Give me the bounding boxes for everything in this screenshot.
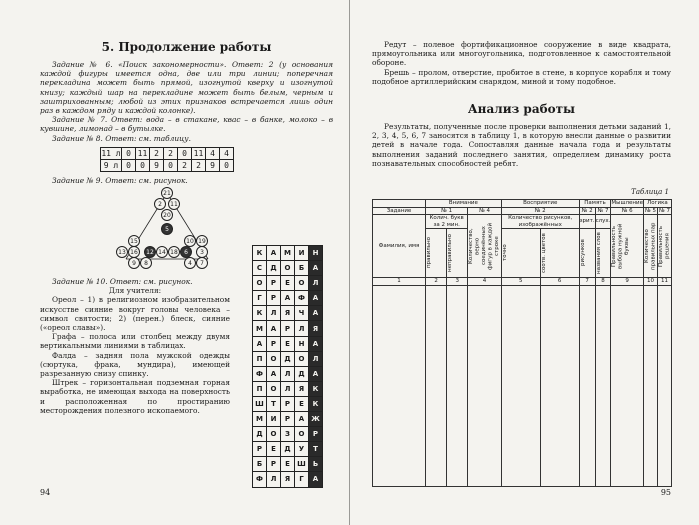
table-row <box>101 159 234 171</box>
table-cell: 11 <box>136 147 150 159</box>
vertical-header: названия слов <box>595 232 602 274</box>
word-grid-row <box>253 336 323 351</box>
table-row <box>373 285 672 486</box>
table-cell <box>426 229 447 278</box>
definition: Штрек – горизонтальная подземная горная выработка, не имеющая выхода на поверхность и расположенная по простиранию месторождения полезного ископаемого. <box>40 378 230 415</box>
empty-cell <box>373 285 426 486</box>
word-grid-cell: Б <box>253 457 267 472</box>
index-cell: 7 <box>579 278 595 286</box>
empty-cell <box>579 285 595 486</box>
word-grid-cell: Д <box>281 351 295 366</box>
word-grid-cell: А <box>295 412 309 427</box>
index-cell: 8 <box>595 278 611 286</box>
vertical-header: Правильность решения <box>657 225 671 267</box>
table-cell: 0 <box>122 159 136 171</box>
vertical-header: точно <box>501 244 508 262</box>
word-grid-row <box>253 276 323 291</box>
word-grid-cell: О <box>267 427 281 442</box>
vertical-header: рисунков <box>579 239 586 267</box>
vertical-header: Правильность выбора нужной буквы <box>611 223 631 269</box>
index-cell: 11 <box>657 278 671 286</box>
word-grid-cell: Я <box>281 472 295 487</box>
table-row <box>373 278 672 286</box>
table-cell <box>611 215 644 278</box>
word-grid-cell: К <box>309 396 323 411</box>
table-cell: 9 <box>150 159 164 171</box>
table-cell: 4 <box>220 147 234 159</box>
circle-number: 8 <box>140 257 152 269</box>
table-cell: Количество рисунков, изображённых <box>501 215 579 229</box>
table-cell <box>579 229 595 278</box>
word-grid-cell: Д <box>267 261 281 276</box>
table-cell <box>373 200 426 208</box>
table-cell <box>468 215 502 278</box>
table-caption: Таблица 1 <box>631 188 669 197</box>
table-cell: № 5 <box>644 207 656 214</box>
word-grid-cell: Ч <box>295 306 309 321</box>
table-cell: 11 <box>192 147 206 159</box>
word-grid-row <box>253 442 323 457</box>
index-cell: 1 <box>373 278 426 286</box>
word-grid-row <box>253 261 323 276</box>
left-page <box>0 0 349 525</box>
table-cell: 2 <box>192 159 206 171</box>
task-10: Задание № 10. Ответ: см. рисунок. <box>52 277 193 287</box>
word-grid-cell: А <box>267 246 281 261</box>
word-grid-cell: Е <box>281 336 295 351</box>
circle-number: 20 <box>161 209 173 221</box>
word-grid-cell: А <box>309 306 323 321</box>
circle-number: 21 <box>161 187 173 199</box>
word-grid-cell: А <box>309 336 323 351</box>
circle-number: 6 <box>180 246 192 258</box>
circle-number: 4 <box>184 257 196 269</box>
word-grid-cell: З <box>281 427 295 442</box>
word-grid-cell: Р <box>253 442 267 457</box>
word-grid-cell: Р <box>281 396 295 411</box>
table-cell: слух. <box>595 215 611 229</box>
word-grid-cell: И <box>295 246 309 261</box>
results-table <box>372 199 672 487</box>
word-grid-cell: Т <box>267 396 281 411</box>
group-header: Память <box>579 200 611 208</box>
table-cell: № 1 <box>426 207 468 215</box>
page-number: 95 <box>660 488 671 497</box>
word-grid-cell: Ш <box>295 457 309 472</box>
table-cell: Колич. букв за 2 мин. <box>426 215 468 229</box>
word-grid-cell: Р <box>267 276 281 291</box>
word-grid-row <box>253 457 323 472</box>
word-grid-cell: Л <box>267 472 281 487</box>
definition: Фалда – задняя пола мужской одежды (сюртука, фрака, мундира), имеющей разрезанную снизу спинку. <box>40 350 230 379</box>
table-cell: 0 <box>122 147 136 159</box>
analysis-paragraph: Результаты, полученные после проверки выполнения детьми заданий 1, 2, 3, 4, 5, 6, 7 заносятся в таблицу 1, в которую внесли данные о развитии детей в начале года. Сопоставляя данные начала года и результаты выполнения заданий последнего занятия, определяем динамику роста познавательных способностей ребят. <box>372 122 671 168</box>
word-grid-cell: У <box>295 442 309 457</box>
word-grid-row <box>253 351 323 366</box>
word-grid-cell: Е <box>295 396 309 411</box>
word-grid-cell: Л <box>309 351 323 366</box>
word-grid-row <box>253 321 323 336</box>
word-grid-cell: Т <box>309 442 323 457</box>
word-grid-cell: Л <box>309 276 323 291</box>
empty-cell <box>611 285 644 486</box>
word-grid-cell: Ш <box>253 396 267 411</box>
empty-cell <box>595 285 611 486</box>
circle-number: 5 <box>161 223 173 235</box>
word-grid-cell: Е <box>281 276 295 291</box>
circle-number: 14 <box>156 246 168 258</box>
word-grid-cell: Д <box>295 366 309 381</box>
word-grid-row <box>253 246 323 261</box>
table-cell <box>657 215 671 278</box>
word-grid-cell: А <box>267 366 281 381</box>
circle-number: 12 <box>144 246 156 258</box>
word-grid-cell: А <box>267 321 281 336</box>
empty-cell <box>657 285 671 486</box>
table-cell: 4 <box>206 147 220 159</box>
word-grid-cell: П <box>253 351 267 366</box>
index-cell: 2 <box>426 278 447 286</box>
word-grid-cell: Н <box>309 246 323 261</box>
word-grid-cell: Г <box>253 291 267 306</box>
word-grid-cell: Д <box>253 427 267 442</box>
word-grid-cell: Л <box>267 306 281 321</box>
index-cell: 6 <box>540 278 579 286</box>
empty-cell <box>643 285 657 486</box>
vertical-header: Количество правильных пар <box>643 222 657 270</box>
group-header: Восприятие <box>501 200 579 208</box>
vertical-header: Количество, верно соединённых фигур в каждой строке <box>468 222 501 270</box>
word-grid-cell: М <box>253 321 267 336</box>
task-7: Задание № 7. Ответ: вода – в стакане, квас – в банке, молоко – в кувшине, лимонад – в бутылке. <box>40 115 333 134</box>
group-header: Внимание <box>426 200 502 208</box>
word-grid-cell: А <box>309 291 323 306</box>
index-cell: 10 <box>643 278 657 286</box>
row-header: 11 л <box>101 148 121 158</box>
index-cell: 4 <box>468 278 502 286</box>
table-cell <box>540 229 579 278</box>
table-cell: 0 <box>178 147 192 159</box>
word-grid-cell: К <box>253 246 267 261</box>
task-9: Задание № 9. Ответ: см. рисунок. <box>52 175 188 185</box>
word-grid-cell: Ф <box>295 291 309 306</box>
word-grid-cell: Ф <box>253 472 267 487</box>
table-cell: зрит. <box>579 215 595 229</box>
table-cell <box>595 229 611 278</box>
vertical-header: неправильно <box>447 234 454 273</box>
table-cell: 9 <box>206 159 220 171</box>
word-grid-cell: Л <box>295 321 309 336</box>
word-grid-row <box>253 381 323 396</box>
table-cell: № 7 <box>659 207 670 214</box>
word-grid-cell: Б <box>295 261 309 276</box>
row-header: 9 л <box>101 159 122 171</box>
table-row <box>101 147 234 159</box>
group-header: Логика <box>643 200 671 208</box>
circle-number: 11 <box>168 198 180 210</box>
table-cell <box>501 229 540 278</box>
word-grid-cell: О <box>295 427 309 442</box>
definition: Графа – полоса или столбец между двумя вертикальными линиями в таблицах. <box>40 332 230 351</box>
table-cell: № 2 <box>501 207 579 215</box>
word-grid-cell: К <box>253 306 267 321</box>
table-row <box>373 215 672 229</box>
word-grid-cell: О <box>281 261 295 276</box>
group-header: Мышление <box>611 200 643 207</box>
table-cell: 0 <box>136 159 150 171</box>
circle-number: 16 <box>128 246 140 258</box>
table-row <box>373 200 672 208</box>
word-grid-row <box>253 291 323 306</box>
empty-cell <box>426 285 447 486</box>
word-grid-cell: Р <box>309 427 323 442</box>
word-grid-cell: О <box>253 276 267 291</box>
definition: Редут – полевое фортификационное сооружение в виде квадрата, прямоугольника или многоугольника, подготовленное к самостоятельной обороне. <box>372 40 671 68</box>
word-grid-row <box>253 306 323 321</box>
word-grid-cell: А <box>309 366 323 381</box>
empty-cell <box>468 285 502 486</box>
word-grid-cell: О <box>267 381 281 396</box>
table-cell: № 7 <box>595 207 611 215</box>
word-grid-cell: М <box>281 246 295 261</box>
word-grid-row <box>253 366 323 381</box>
circle-number: 2 <box>154 198 166 210</box>
word-grid-row <box>253 396 323 411</box>
table-cell: 0 <box>220 159 234 171</box>
word-grid-cell: Я <box>281 306 295 321</box>
word-grid-cell: М <box>253 412 267 427</box>
section-title: 5. Продолжение работы <box>101 40 272 54</box>
word-grid-cell: Н <box>295 336 309 351</box>
empty-cell <box>447 285 468 486</box>
word-grid-cell: Я <box>295 381 309 396</box>
task-6: Задание № 6. «Поиск закономерности». Ответ: 2 (у основания каждой фигуры имеется одна, две или три линии; поперечная перекладина может быть прямой, изогнутой кверху и изогнутой книзу; каждый шар на перекладине может быть белым, черным и заштрихованным; любой из этих признаков встречается лишь один раз в каждом ряду и каждой колонке). <box>40 60 333 116</box>
task-8: Задание № 8. Ответ: см. таблицу. <box>52 133 191 143</box>
page-number: 94 <box>40 488 51 497</box>
word-grid-row <box>253 427 323 442</box>
circle-number: 18 <box>168 246 180 258</box>
table-cell: Задание <box>373 207 426 215</box>
word-grid-cell: Д <box>281 442 295 457</box>
circle-number: 13 <box>116 246 128 258</box>
table-cell: 2 <box>178 159 192 171</box>
definition: Брешь – пролом, отверстие, пробитое в стене, в корпусе корабля и тому подобное артиллерийским снарядом, миной и тому подобное. <box>372 67 671 86</box>
circle-number: 7 <box>196 257 208 269</box>
word-grid-cell: Р <box>281 412 295 427</box>
circle-number: 9 <box>128 257 140 269</box>
table-cell: Фамилия, имя <box>373 215 426 278</box>
table-cell: № 4 <box>468 207 502 215</box>
word-grid-cell: А <box>309 472 323 487</box>
vertical-header: правильно <box>426 237 432 269</box>
word-grid <box>252 245 323 488</box>
word-grid-cell: Е <box>281 457 295 472</box>
circle-number: 3 <box>196 246 208 258</box>
circle-number: 19 <box>196 235 208 247</box>
number-triangle <box>112 187 222 271</box>
table-cell <box>447 229 468 278</box>
right-page <box>349 0 699 525</box>
word-grid-cell: Я <box>309 321 323 336</box>
teacher-note: Для учителя: <box>108 286 162 296</box>
word-grid-cell: А <box>309 261 323 276</box>
word-grid-cell: Р <box>281 321 295 336</box>
table-cell: № 2 <box>579 207 595 215</box>
word-grid-cell: К <box>309 381 323 396</box>
table-cell <box>643 215 657 278</box>
word-grid-cell: О <box>267 351 281 366</box>
word-grid-cell: Ж <box>309 412 323 427</box>
word-grid-cell: Р <box>267 291 281 306</box>
word-grid-cell: Ф <box>253 366 267 381</box>
word-grid-cell: О <box>295 276 309 291</box>
empty-cell <box>501 285 540 486</box>
word-grid-row <box>253 472 323 487</box>
table-row <box>373 207 672 215</box>
index-cell: 5 <box>501 278 540 286</box>
word-grid-row <box>253 412 323 427</box>
word-grid-cell: С <box>253 261 267 276</box>
definitions-block <box>40 277 230 415</box>
word-grid-cell: Р <box>267 336 281 351</box>
circle-number: 10 <box>184 235 196 247</box>
table-cell: 2 <box>164 147 178 159</box>
table-cell: № 6 <box>611 207 644 215</box>
word-grid-cell: Л <box>281 366 295 381</box>
word-grid-cell: Г <box>295 472 309 487</box>
word-grid-cell: А <box>253 336 267 351</box>
word-grid-cell: О <box>295 351 309 366</box>
word-grid-cell: Е <box>267 442 281 457</box>
table-cell: 2 <box>150 147 164 159</box>
index-cell: 3 <box>447 278 468 286</box>
pour-table <box>100 147 234 172</box>
word-grid-cell: П <box>253 381 267 396</box>
word-grid-cell: Ь <box>309 457 323 472</box>
circle-number: 15 <box>128 235 140 247</box>
vertical-header: соотв. цветов <box>540 233 547 273</box>
word-grid-cell: Л <box>281 381 295 396</box>
word-grid-cell: А <box>281 291 295 306</box>
word-grid-cell: Р <box>267 457 281 472</box>
word-grid-cell: И <box>267 412 281 427</box>
empty-cell <box>540 285 579 486</box>
index-cell: 9 <box>611 278 644 286</box>
definition: Ореол – 1) в религиозном изобразительном искусстве сияние вокруг головы человека – символ святости; 2) (перен.) блеск, сияние («ореол славы»). <box>40 295 230 333</box>
analysis-title: Анализ работы <box>467 102 576 117</box>
table-cell: 0 <box>164 159 178 171</box>
